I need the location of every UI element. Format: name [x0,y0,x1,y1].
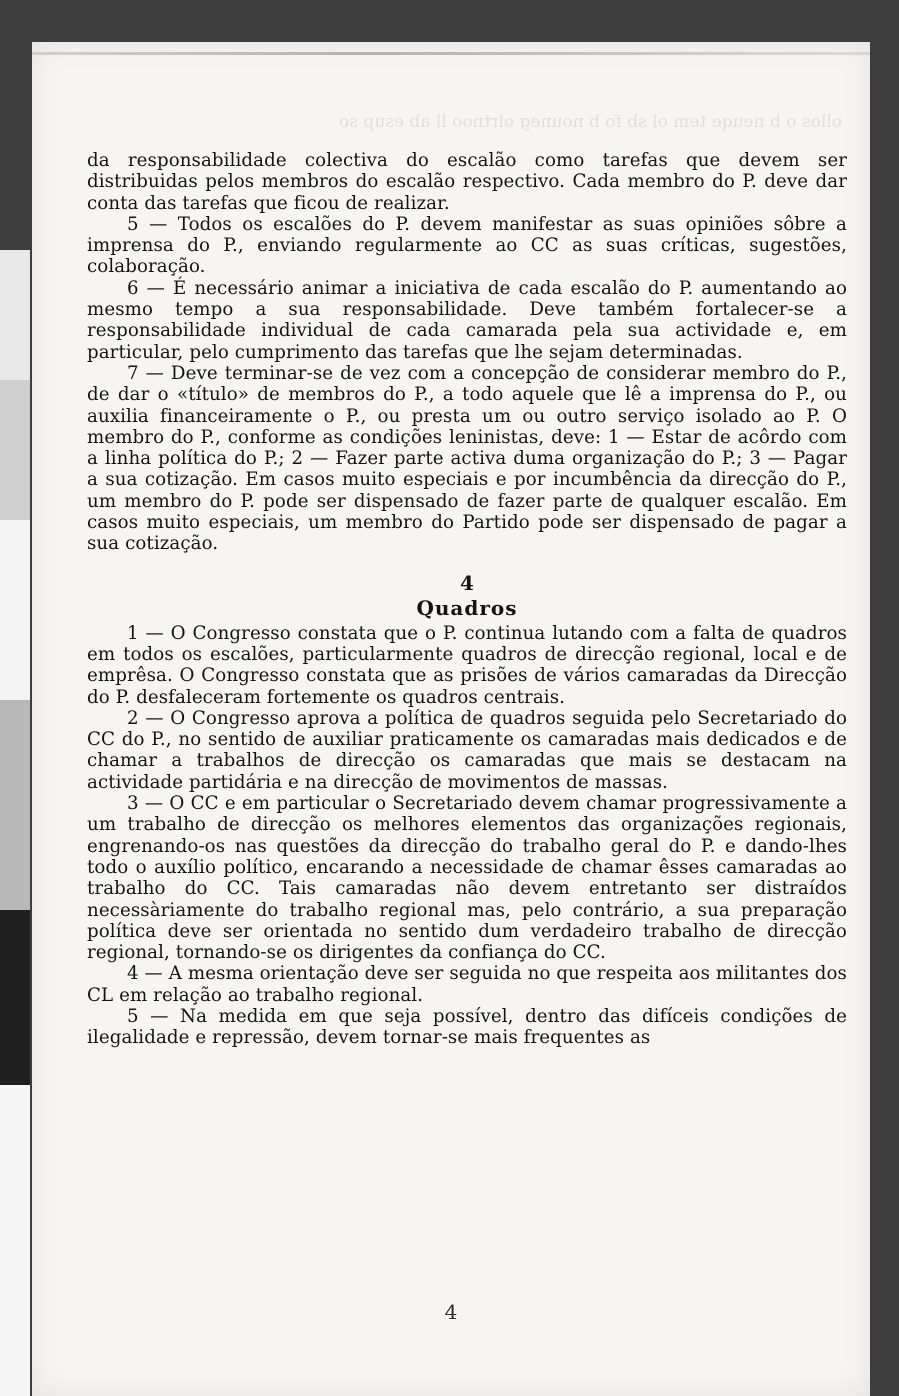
bleed-through-text: ollos o b neuqe tem ol sb fo b nouneg olrtnoo ll ab esup so [339,112,842,132]
page-body [87,150,847,1049]
section-title: Quadros [416,595,518,620]
scan-ruler-block [0,910,30,1085]
section-number: 4 [459,570,475,595]
scan-ruler-block [0,380,30,520]
page-top-edge [32,52,870,55]
scan-ruler-block [0,700,30,910]
paragraph-item-6: 6 — É necessário animar a iniciativa de cada escalão do P. aumentando ao mesmo tempo a sua responsabilidade. Deve também fortalecer-se a responsabilidade individual de cada camarada pela sua actividade e, em particular, pelo cumprimento das tarefas que lhe sejam determinadas. [87,277,847,363]
scan-ruler-block [0,520,30,700]
paragraph-item-7: 7 — Deve terminar-se de vez com a concepção de considerar membro do P., de dar o «título» de membros do P., a todo aquele que lê a imprensa do P., ou auxilia financeiramente o P., ou presta um ou outro serviço isolado ao P. O membro do P., conforme as condições leninistas, deve: 1 — Estar de acôrdo com a linha política do P.; 2 — Fazer parte activa duma organização do P.; 3 — Pagar a sua cotização. Em casos muito especiais e por incumbência da direcção do P., um membro do P. pode ser dispensado de fazer parte de qualquer escalão. Em casos muito especiais, um membro do Partido pode ser dispensado de pagar a sua cotização. [87,362,847,555]
section-paragraph-1: 1 — O Congresso constata que o P. continua lutando com a falta de quadros em todos os escalões, particularmente quadros de direcção regional, local e de emprêsa. O Congresso constata que as prisões de vários camaradas da Direcção do P. desfaleceram fortemente os quadros centrais. [87,622,847,708]
section-paragraph-4: 4 — A mesma orientação deve ser seguida no que respeita aos militantes dos CL em relação ao trabalho regional. [87,963,847,1006]
scan-ruler-block [0,250,30,380]
page-number: 4 [444,1300,458,1324]
paragraph-item-5: 5 — Todos os escalões do P. devem manifestar as suas opiniões sôbre a imprensa do P., enviando regularmente ao CC as suas críticas, sugestões, colaboração. [87,213,847,278]
document-page [32,42,870,1396]
paragraph-continued: da responsabilidade colectiva do escalão como tarefas que devem ser distribuidas pelos membros do escalão respectivo. Cada membro do P. deve dar conta das tarefas que ficou de realizar. [87,150,847,214]
scan-ruler-block [0,1085,30,1396]
section-paragraph-2: 2 — O Congresso aprova a política de quadros seguida pelo Secretariado do CC do P., no sentido de auxiliar praticamente os camaradas mais dedicados e de chamar a trabalhos de direcção os camaradas que mais se destacam na actividade partidária e na direcção de movimentos de massas. [87,707,847,793]
section-paragraph-3: 3 — O CC e em particular o Secretariado devem chamar progressivamente a um trabalho de direcção os melhores elementos das organizações regionais, engrenando-os nas questões da direcção do trabalho geral do P. e dando-lhes todo o auxílio político, encarando a necessidade de chamar êsses camaradas ao trabalho do CC. Tais camaradas não devem entretanto ser distraídos necessàriamente do trabalho regional mas, pelo contrário, a sua preparação política deve ser orientada no sentido dum verdadeiro trabalho de direcção regional, tornando-se os dirigentes da confiança do CC. [87,793,847,964]
section-paragraph-5: 5 — Na medida em que seja possível, dentro das difíceis condições de ilegalidade e repressão, devem tornar-se mais frequentes as [87,1005,847,1049]
